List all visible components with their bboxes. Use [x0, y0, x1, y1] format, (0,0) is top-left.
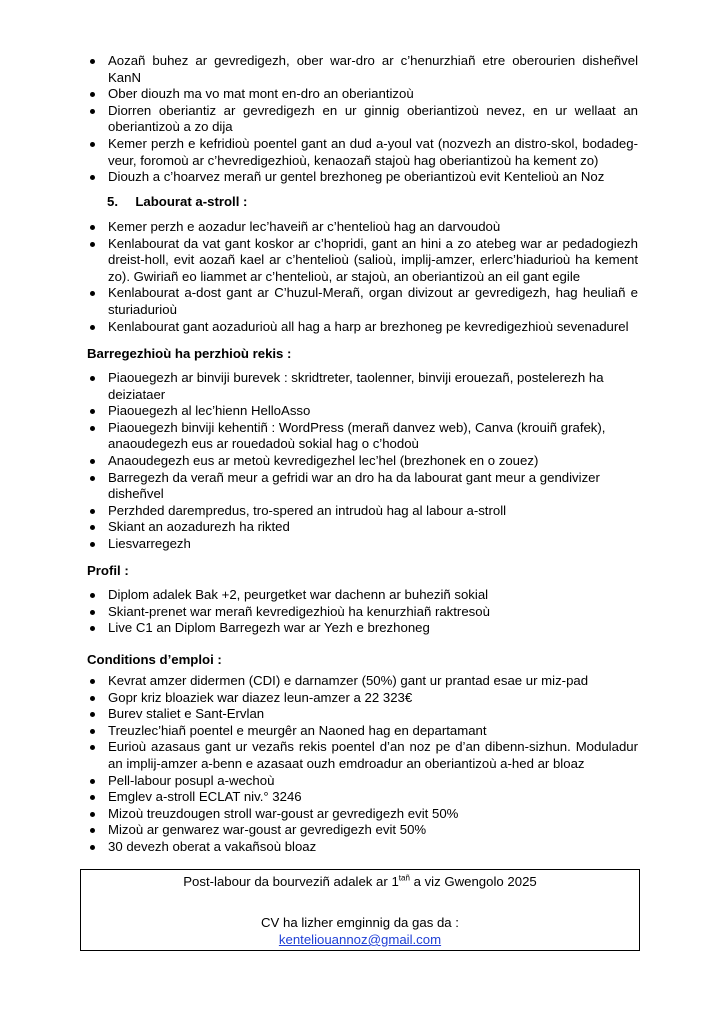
- list-item: Kemer perzh e aozadur lec’haveiñ ar c’henteliоù hag an darvoudoù: [88, 219, 638, 236]
- list-item: Barregezh da verañ meur a gefridi war an dro ha da labourat gant meur a gendivizer disheñvel: [88, 470, 638, 503]
- contact-box: [80, 869, 640, 951]
- list-item: Diorren oberiantiz ar gevredigezh en ur ginnig oberiantizoù nevez, en ur wellaat an oberiantizoù a zo dija: [88, 103, 638, 136]
- list-item: Diplom adalek Bak +2, peurgetket war dachenn ar buheziñ sokial: [88, 587, 638, 604]
- list-item: Perzhded darempredus, tro-spered an intrudoù hag al labour a-stroll: [88, 503, 638, 520]
- list-item: 30 devezh oberat a vakañsoù bloaz: [88, 839, 638, 856]
- list-item: Eurioù azasaus gant ur vezañs rekis poentel d’an noz pe d’an dibenn-sizhun. Moduladur an implij-amzer a-benn e azasaat ouzh emdroadur an oberiantizoù a-hed ar bloaz: [88, 739, 638, 772]
- list-item: Gopr kriz bloaziek war diazez leun-amzer a 22 323€: [88, 690, 638, 707]
- list-item: Live C1 an Diplom Barregezh war ar Yezh e brezhoneg: [88, 620, 638, 637]
- list-item: Kenlabourat a-dost gant ar C’huzul-Merañ, organ divizout ar gevredigezh, hag heuliañ e sturiadurioù: [88, 285, 638, 318]
- start-date-text: Post-labour da bourveziñ adalek ar 1: [183, 874, 399, 889]
- list-item: Piaouegezh al lec’hienn HelloAsso: [88, 403, 638, 420]
- profil-bullet-list: [88, 587, 638, 637]
- list-item: Skiant-prenet war merañ kevredigezhioù ha kenurzhiañ raktresoù: [88, 604, 638, 621]
- list-item: Treuzlec’hiañ poentel e meurgêr an Naoned hag en departamant: [88, 723, 638, 740]
- list-item: Mizoù treuzdougen stroll war-goust ar gevredigezh evit 50%: [88, 806, 638, 823]
- list-item: Piaouegezh ar binviji burevek : skridtreter, taolenner, binviji erouezañ, postelerezh ha deiziataer: [88, 370, 638, 403]
- list-item: Kevrat amzer didermen (CDI) e darnamzer (50%) gant ur prantad esae ur miz-pad: [88, 673, 638, 690]
- skills-bullet-list: [88, 370, 638, 553]
- conditions-bullet-list: [88, 673, 638, 856]
- list-item: Kemer perzh e kefridioù poentel gant an dud a-youl vat (nozvezh an distro-skol, bodadeg-veur, foromoù ar c’hevredigezhioù, kenaozañ stajoù hag oberiantizoù ha kement zo): [88, 136, 638, 169]
- list-item: Mizoù ar genwarez war-goust ar gevredigezh evit 50%: [88, 822, 638, 839]
- list-item: Aozañ buhez ar gevredigezh, ober war-dro ar c’henurzhiañ etre oberourien disheñvel KanN: [88, 53, 638, 86]
- list-item: Anaoudegezh eus ar metoù kevredigezhel lec’hel (brezhonek en o zouez): [88, 453, 638, 470]
- conditions-heading: Conditions d’emploi :: [87, 652, 222, 667]
- list-item: Emglev a-stroll ECLAT niv.° 3246: [88, 789, 638, 806]
- list-item: Kenlabourat da vat gant koskor ar c’hopridi, gant an hini a zo atebeg war ar pedadogiezh dreist-holl, evit aozañ kael ar c’henteliоù (salioù, implij-amzer, erlerc’hiadurioù ha kement zo). Gwiriañ eo liammet ar c’henteliоù, ar stajoù, an oberiantizoù an eil gant egile: [88, 236, 638, 286]
- skills-heading: Barregezhioù ha perzhioù rekis :: [87, 346, 292, 361]
- list-item: Burev staliet e Sant-Ervlan: [88, 706, 638, 723]
- cv-instruction: CV ha lizher emginnig da gas da :: [261, 915, 459, 930]
- list-item: Ober diouzh ma vo mat mont en-dro an oberiantizoù: [88, 86, 638, 103]
- intro-bullet-list: [88, 53, 638, 186]
- list-item: Skiant an aozadurezh ha rikted: [88, 519, 638, 536]
- section-5-bullet-list: [88, 219, 638, 335]
- list-item: Diouzh a c’hoarvez merañ ur gentel brezhoneg pe oberiantizoù evit Kentelioù an Noz: [88, 169, 638, 186]
- ordinal-suffix: tañ: [398, 873, 410, 883]
- email-line: [81, 932, 639, 949]
- list-item: Pell-labour posupl a-wechoù: [88, 773, 638, 790]
- list-item: Liesvarregezh: [88, 536, 638, 553]
- section-number: 5.: [107, 194, 118, 209]
- section-title: Labourat a-stroll :: [135, 194, 248, 209]
- profil-heading: Profil :: [87, 563, 129, 578]
- section-5-heading: [107, 194, 247, 211]
- start-date-month: a viz Gwengolo 2025: [409, 874, 537, 889]
- email-link[interactable]: kenteliouannoz@gmail.com: [278, 932, 442, 947]
- start-date-line: [81, 874, 639, 891]
- list-item: Piaouegezh binviji kehentiñ : WordPress (merañ danvez web), Canva (krouiñ grafek), anaoudegezh eus ar rouedadoù sokial hag o c’hodoù: [88, 420, 638, 453]
- list-item: Kenlabourat gant aozadurioù all hag a harp ar brezhoneg pe kevredigezhioù sevenadurel: [88, 319, 638, 336]
